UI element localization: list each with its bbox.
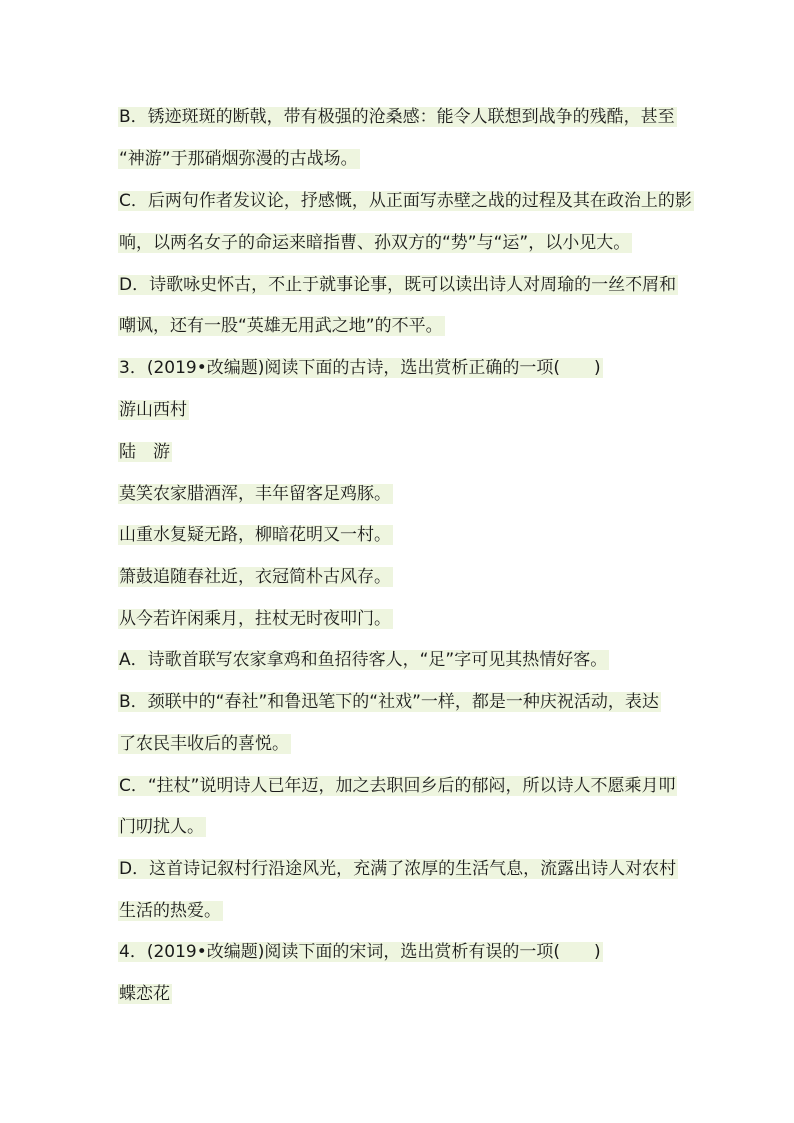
option-b-line-2 [118,144,360,174]
poem-title [118,395,189,425]
text-line: 箫鼓追随春社近，衣冠简朴古风存。 [119,567,391,587]
text-line: 山重水复疑无路，柳暗花明又一村。 [119,525,391,545]
option-d-line-2 [118,896,223,926]
option-d-line-2 [118,311,445,341]
text-line: 陆 游 [119,442,170,462]
option-c-line-1 [118,771,677,801]
text-line: B．锈迹斑斑的断戟，带有极强的沧桑感：能令人联想到战争的残酷，甚至 [119,107,675,127]
poem-line-4 [118,604,393,634]
ci-title [118,979,172,1009]
text-line: 4．(2019•改编题)阅读下面的宋词，选出赏析有误的一项( ) [119,942,601,962]
text-line: 莫笑农家腊酒浑，丰年留客足鸡豚。 [119,484,391,504]
text-line: 3．(2019•改编题)阅读下面的古诗，选出赏析正确的一项( ) [119,358,601,378]
text-line: 了农民丰收后的喜悦。 [119,734,289,754]
poem-line-2 [118,520,393,550]
option-b-line-1 [118,102,677,132]
text-line: “神游”于那硝烟弥漫的古战场。 [119,149,358,169]
text-line: 游山西村 [119,400,187,420]
text-line: 蝶恋花 [119,984,170,1004]
question-4-stem [118,937,603,967]
text-line: D．诗歌咏史怀古，不止于就事论事，既可以读出诗人对周瑜的一丝不屑和 [119,275,677,295]
question-3-stem [118,353,603,383]
text-line: 响，以两名女子的命运来暗指曹、孙双方的“势”与“运”，以小见大。 [119,233,631,253]
option-b-line-2 [118,729,291,759]
text-line: D．这首诗记叙村行沿途风光，充满了浓厚的生活气息，流露出诗人对农村 [119,859,677,879]
text-line: C．后两句作者发议论，抒感慨，从正面写赤壁之战的过程及其在政治上的影 [119,191,692,211]
option-b-line-1 [118,687,661,717]
option-c-line-2 [118,228,632,258]
text-line: B．颈联中的“春社”和鲁迅笔下的“社戏”一样，都是一种庆祝活动，表达 [119,692,659,712]
text-line: 从今若许闲乘月，拄杖无时夜叩门。 [119,609,391,629]
text-line: 生活的热爱。 [119,901,221,921]
text-line: 嘲讽，还有一股“英雄无用武之地”的不平。 [119,316,443,336]
text-line: 门叨扰人。 [119,817,204,837]
poem-line-3 [118,562,393,592]
option-c-line-2 [118,812,206,842]
poem-author [118,437,172,467]
text-line: C．“拄杖”说明诗人已年迈，加之去职回乡后的郁闷，所以诗人不愿乘月叩 [119,776,676,796]
option-d-line-1 [118,854,678,884]
option-d-line-1 [118,270,678,300]
option-c-line-1 [118,186,694,216]
option-a [118,645,609,675]
text-line: A．诗歌首联写农家拿鸡和鱼招待客人，“足”字可见其热情好客。 [119,650,608,670]
poem-line-1 [118,479,393,509]
